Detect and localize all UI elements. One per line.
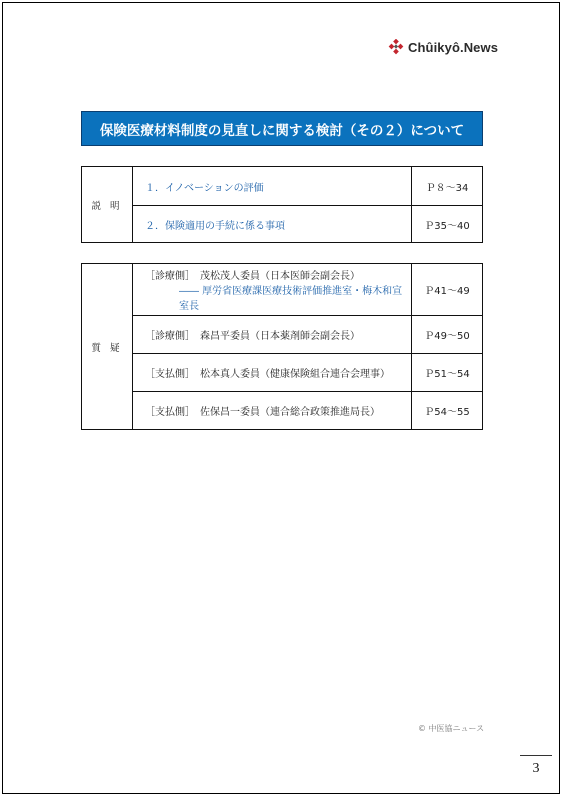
question-pages: Ｐ51〜54 (412, 354, 483, 392)
question-speaker: ［支払側］ 松本真人委員（健康保険組合連合会理事） (133, 354, 412, 392)
explanation-pages-innovation: Ｐ８〜34 (412, 167, 483, 206)
table-row (82, 206, 483, 243)
question-speaker: ［支払側］ 佐保昌一委員（連合総合政策推進局長） (133, 392, 412, 430)
question-pages: Ｐ49〜50 (412, 316, 483, 354)
table-row (82, 167, 483, 206)
table-row (82, 354, 483, 392)
question-pages: Ｐ54〜55 (412, 392, 483, 430)
page-number-rule (520, 755, 552, 756)
explanation-item-innovation: １．イノベーションの評価 (133, 167, 412, 206)
explanation-table (81, 166, 483, 243)
question-speaker: ［診療側］ 森昌平委員（日本薬剤師会副会長） (133, 316, 412, 354)
questions-category: 質 疑 (82, 264, 133, 430)
question-speaker: ［診療側］ 茂松茂人委員（日本医師会副会長） (145, 271, 360, 282)
question-cell (133, 264, 412, 316)
copyright-notice: © 中医協ニュース (418, 724, 485, 733)
logo-text: Chûikyô.News (408, 39, 499, 55)
explanation-category: 説 明 (82, 167, 133, 243)
logo-diamond-icon (388, 39, 404, 55)
page-title-banner: 保険医療材料制度の見直しに関する検討（その２）について (81, 111, 483, 146)
chuikyo-news-logo (388, 37, 498, 57)
question-pages: Ｐ41〜49 (412, 264, 483, 316)
questions-table (81, 263, 483, 430)
question-respondent: ―― 厚労省医療課医療技術評価推進室・梅木和宣室長 (179, 286, 403, 312)
table-row (82, 392, 483, 430)
explanation-item-procedure: ２．保険適用の手続に係る事項 (133, 206, 412, 243)
table-row (82, 316, 483, 354)
table-row (82, 264, 483, 316)
page-number: 3 (532, 761, 540, 776)
explanation-pages-procedure: Ｐ35〜40 (412, 206, 483, 243)
